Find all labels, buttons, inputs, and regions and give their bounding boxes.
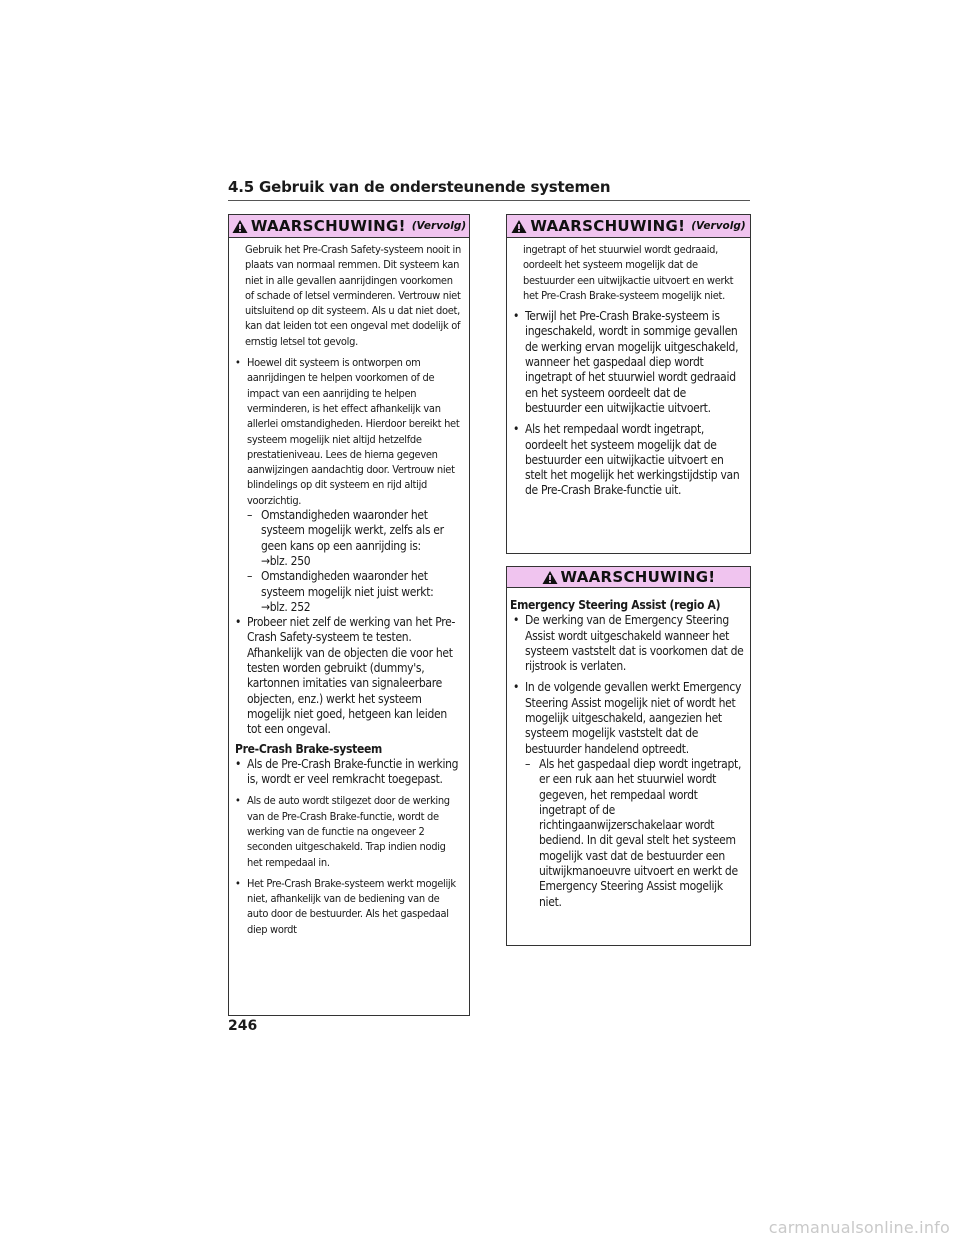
warning-header [507, 567, 750, 588]
warning-title: WAARSCHUWING! [250, 217, 406, 235]
warning-title: WAARSCHUWING! [560, 568, 716, 586]
page-reference[interactable]: →blz. 252 [261, 599, 311, 614]
list-item: • De werking van de Emergency Steering Assist wordt uitgeschakeld wanneer het systeem vaststelt dat is voorkomen dat de rijstrook is verlaten. [513, 613, 744, 674]
page-number: 246 [228, 1018, 258, 1034]
warning-triangle-icon [542, 570, 558, 585]
list-item: • Als de Pre-Crash Brake-functie in werking is, wordt er veel remkracht toegepast. [235, 756, 459, 787]
warning-header [507, 215, 750, 238]
section-divider [228, 200, 750, 201]
list-item: • Als de auto wordt stilgezet door de werking van de Pre-Crash Brake-functie, wordt de werking van de functie na ongeveer 2 seconden uitgeschakeld. Trap indien nodig het rempedaal in. [235, 794, 450, 869]
warning-continued: (Vervolg) [411, 220, 467, 232]
sub-list-item: – Als het gaspedaal diep wordt ingetrapt, er een ruk aan het stuurwiel wordt gegeven, het rempedaal wordt ingetrapt of de richtingaanwijzerschakelaar wordt bediend. In dit geval stelt het systeem mogelijk vast dat de bestuurder een uitwijkmanoeuvre uitvoert en werkt de Emergency Steering Assist mogelijk niet. [525, 756, 742, 909]
page-reference[interactable]: →blz. 250 [261, 553, 311, 568]
list-item: • Hoewel dit systeem is ontworpen om aanrijdingen te helpen voorkomen of de impact van een aanrijding te helpen verminderen, is het effect afhankelijk van allerlei omstandigheden. Hierdoor bereikt het systeem mogelijk niet altijd hetzelfde prestatieniveau. Lees de hierna gegeven aanwijzingen aandachtig door. Vertrouw niet blindelings op dit systeem en rijd altijd voorzichtig. [235, 356, 460, 507]
warning-triangle-icon [511, 219, 527, 234]
warning-box-left [228, 214, 470, 1016]
list-item: • Probeer niet zelf de werking van het Pre-Crash Safety-systeem te testen. Afhankelijk van de objecten die voor het testen worden gebruikt (dummy's, kartonnen imitaties van signaleerbare objecten, enz.) werkt het systeem mogelijk niet goed, hetgeen kan leiden tot een ongeval. [235, 615, 456, 737]
sub-list-item: – Omstandigheden waaronder het systeem mogelijk werkt, zelfs als er geen kans op een aanrijding is: →blz. 250 [247, 508, 444, 568]
warning-continued: (Vervolg) [691, 220, 746, 232]
list-item: • Het Pre-Crash Brake-systeem werkt mogelijk niet, afhankelijk van de bediening van de auto door de bestuurder. Als het gaspedaal diep wordt [235, 876, 456, 936]
subsection-heading: Pre-Crash Brake-systeem [235, 741, 382, 756]
warning-header [229, 215, 469, 238]
watermark: carmanualsonline.info [768, 1218, 950, 1237]
list-item: • Als het rempedaal wordt ingetrapt, oordeelt het systeem mogelijk dat de bestuurder een uitwijkactie uitvoert en stelt het mogelijk het werkingstijdstip van de Pre-Crash Brake-functie uit. [513, 422, 740, 498]
warning-title: WAARSCHUWING! [530, 217, 686, 235]
section-title: 4.5 Gebruik van de ondersteunende systemen [228, 178, 611, 196]
warning-intro: Gebruik het Pre-Crash Safety-systeem nooit in plaats van normaal remmen. Dit systeem kan niet in alle gevallen aanrijdingen voorkomen of schade of letsel verminderen. Vertrouw niet uitsluitend op dit systeem. Als u dat niet doet, kan dat leiden tot een ongeval met dodelijk of ernstig letsel tot gevolg. [245, 243, 461, 348]
warning-triangle-icon [232, 219, 248, 234]
sub-list-item: – Omstandigheden waaronder het systeem mogelijk niet juist werkt: →blz. 252 [247, 569, 434, 614]
list-item: • Terwijl het Pre-Crash Brake-systeem is ingeschakeld, wordt in sommige gevallen de werking ervan mogelijk uitgeschakeld, wanneer het gaspedaal diep wordt ingetrapt of het stuurwiel wordt gedraaid en het systeem oordeelt dat de bestuurder een uitwijkactie uitvoert. [513, 309, 739, 415]
subsection-heading: Emergency Steering Assist (regio A) [510, 598, 721, 612]
warning-box-right-continued [506, 214, 751, 554]
warning-continued-text: ingetrapt of het stuurwiel wordt gedraaid, oordeelt het systeem mogelijk dat de bestuurder een uitwijkactie uitvoert en werkt het Pre-Crash Brake-systeem mogelijk niet. [523, 243, 734, 302]
list-item: • In de volgende gevallen werkt Emergency Steering Assist mogelijk niet of wordt het mogelijk uitgeschakeld, aangezien het systeem mogelijk vaststelt dat de bestuurder handelend optreedt. [513, 680, 742, 756]
warning-box-right [506, 566, 751, 946]
